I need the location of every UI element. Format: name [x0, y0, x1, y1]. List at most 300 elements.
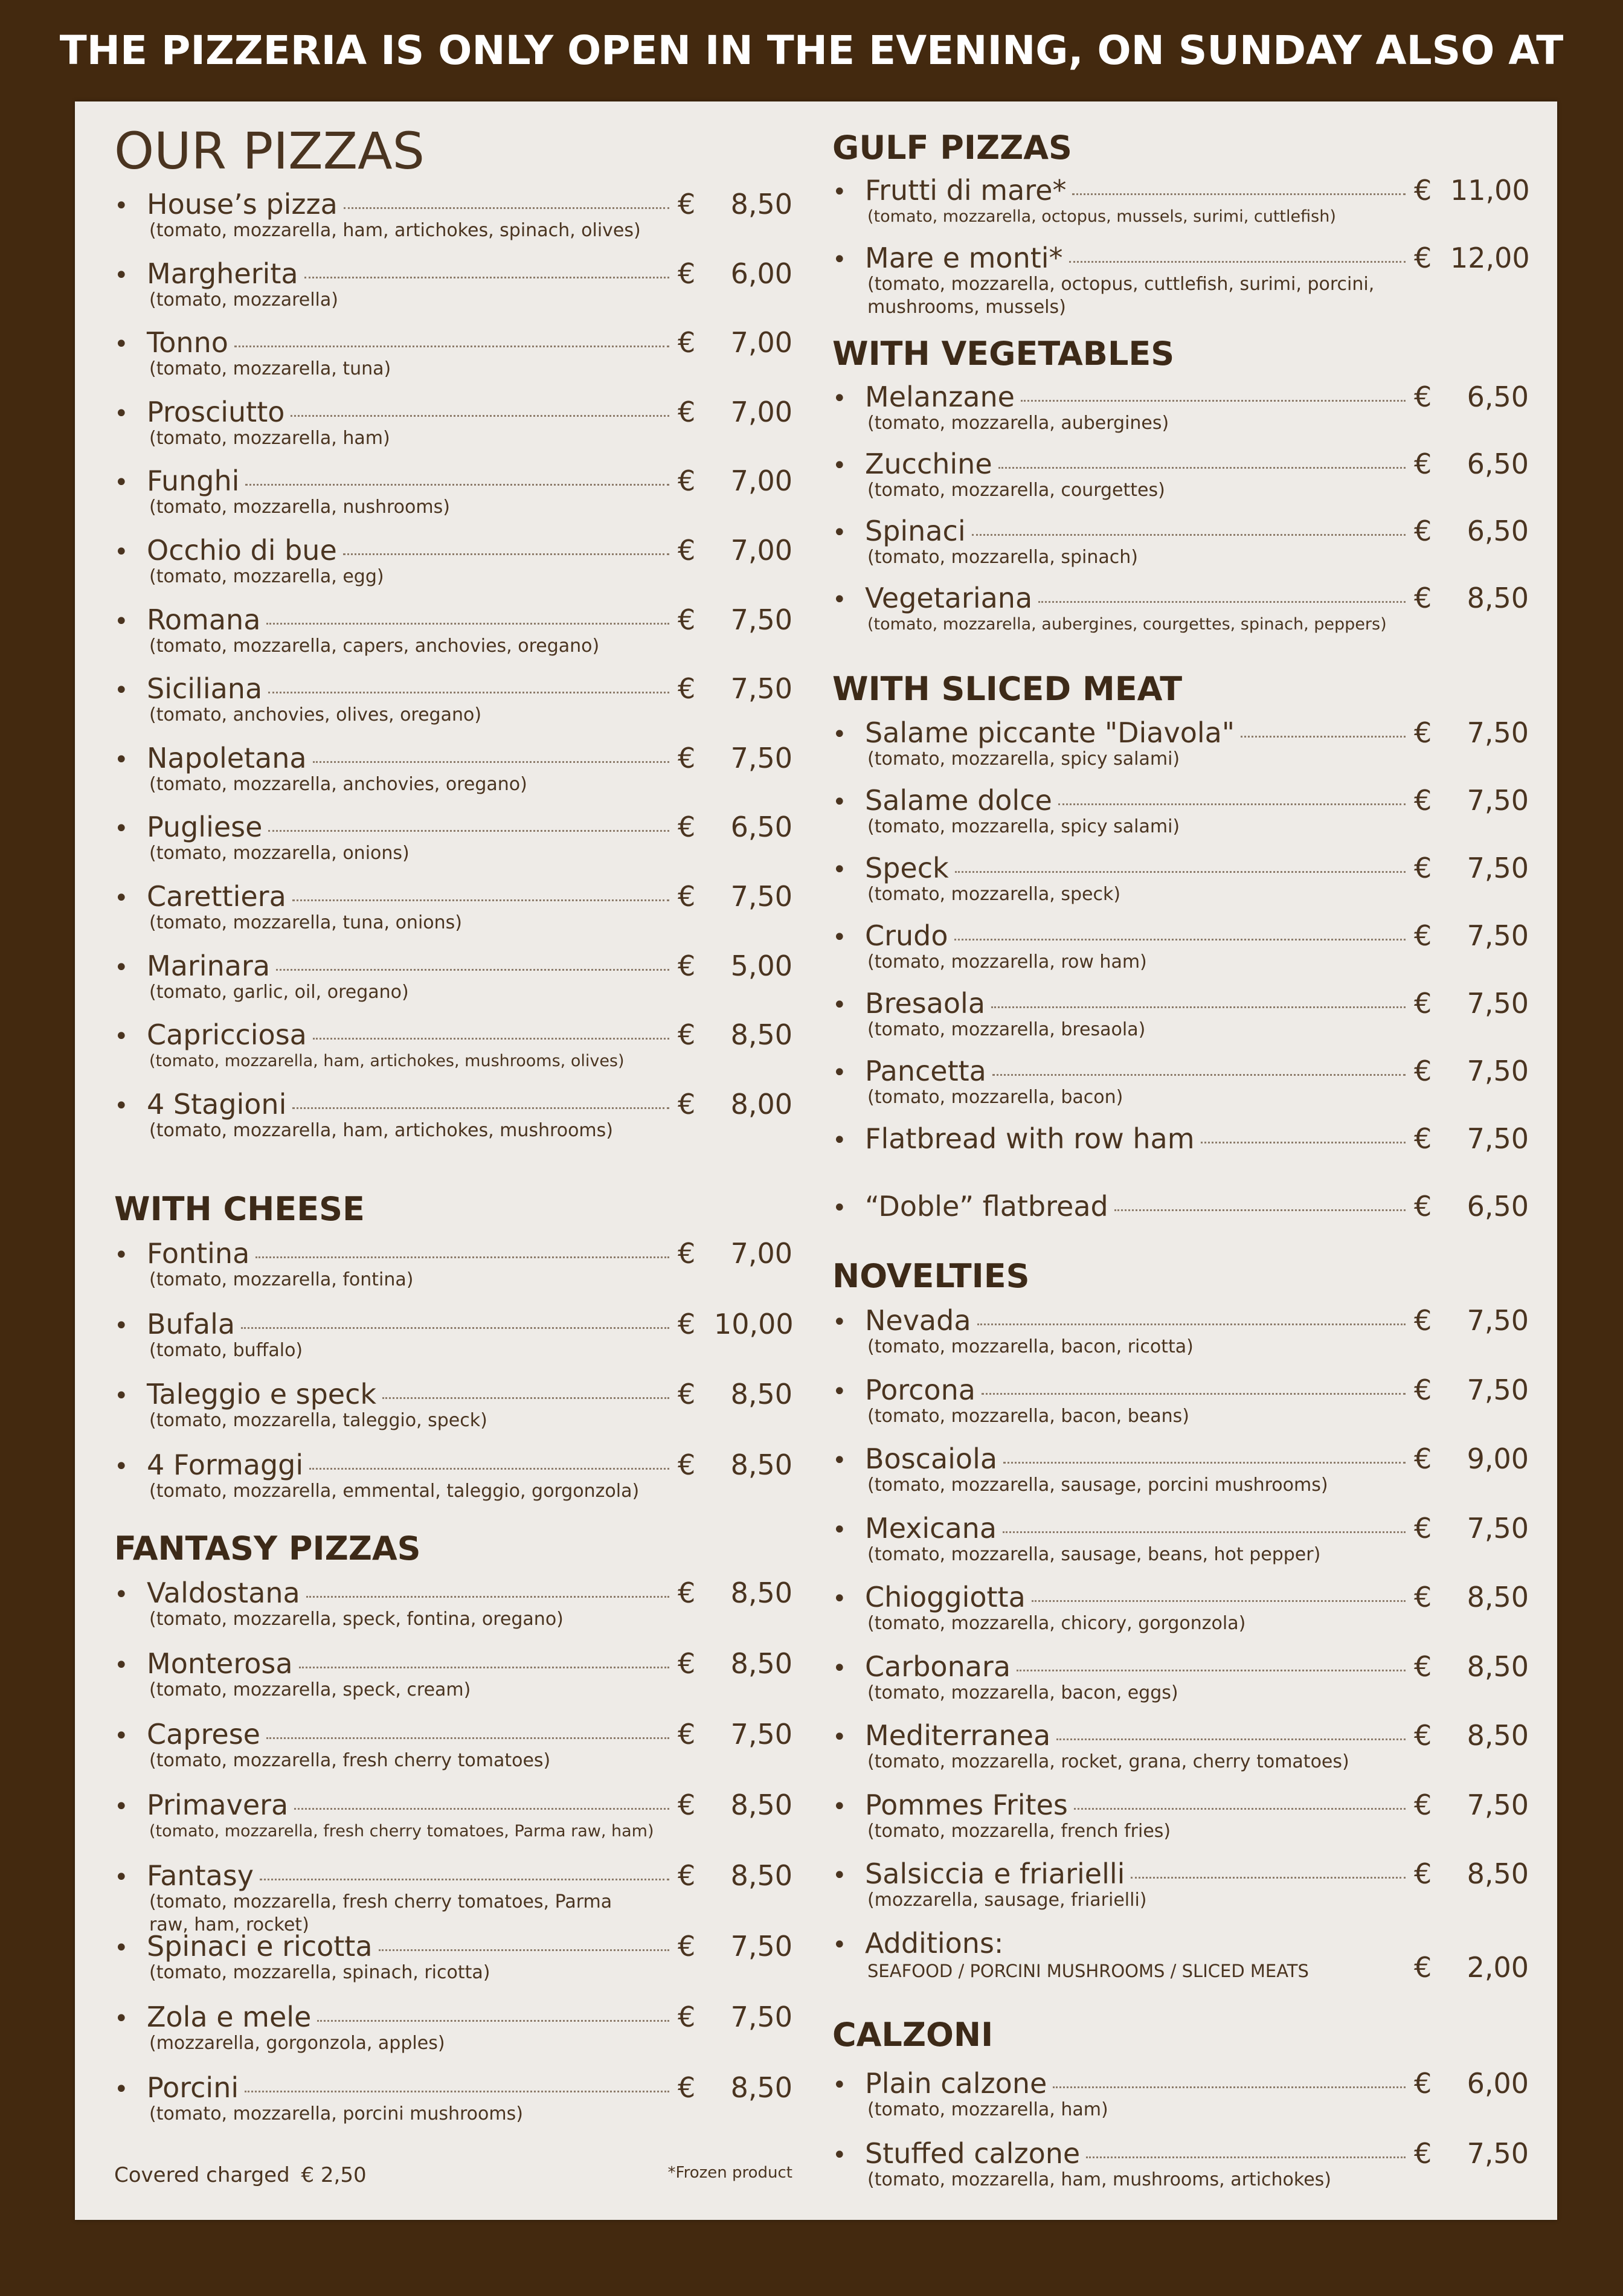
euro-symbol: €: [678, 2071, 696, 2104]
bullet-icon: •: [114, 1023, 129, 1050]
menu-item: [114, 812, 792, 865]
dot-leader: [306, 1578, 669, 1598]
bullet-icon: •: [832, 924, 847, 951]
euro-symbol: €: [678, 1718, 696, 1751]
bullet-icon: •: [114, 400, 129, 428]
cover-charge-price: € 2,50: [301, 2163, 367, 2187]
euro-symbol: €: [1414, 1055, 1432, 1087]
menu-item: [832, 2068, 1529, 2121]
dot-leader: [379, 1931, 669, 1951]
item-ingredients: (tomato, mozzarella, spicy salami): [867, 816, 1180, 837]
item-price: 7,00: [730, 1237, 792, 1270]
item-ingredients: (tomato, mozzarella, octopus, cuttlefish, surimi, porcini, mushrooms, mussels): [867, 274, 1375, 318]
euro-symbol: €: [1414, 1190, 1432, 1223]
item-name: Tonno: [147, 326, 228, 359]
euro-symbol: €: [678, 1378, 696, 1410]
item-name: Salame dolce: [865, 784, 1052, 817]
item-price: 7,50: [1467, 987, 1529, 1020]
item-ingredients: (tomato, mozzarella, taleggio, speck): [149, 1410, 487, 1431]
fantasy-pizzas-title: FANTASY PIZZAS: [114, 1529, 421, 1568]
item-name: House’s pizza: [147, 188, 338, 220]
item-name: Capricciosa: [147, 1018, 307, 1051]
menu-item: [832, 1191, 1529, 1221]
bullet-icon: •: [832, 1308, 847, 1336]
bullet-icon: •: [832, 1793, 847, 1821]
item-name: Salame piccante "Diavola": [865, 716, 1235, 749]
bullet-icon: •: [832, 1059, 847, 1087]
dot-leader: [343, 535, 669, 555]
euro-symbol: €: [678, 2001, 696, 2033]
euro-symbol: €: [678, 326, 696, 359]
item-price: 7,50: [1467, 1512, 1529, 1545]
bullet-icon: •: [832, 856, 847, 884]
menu-item: [114, 743, 792, 796]
dot-leader: [1058, 785, 1406, 805]
euro-symbol: €: [1414, 716, 1432, 749]
dot-leader: [294, 1790, 669, 1810]
item-price: 7,50: [730, 1718, 792, 1751]
menu-item: [832, 1859, 1529, 1912]
menu-item: [114, 397, 792, 450]
item-ingredients: (tomato, mozzarella, octopus, mussels, surimi, cuttlefish): [867, 207, 1336, 226]
menu-item: [832, 1056, 1529, 1109]
menu-item: [832, 1513, 1529, 1566]
item-name: Caprese: [147, 1718, 260, 1751]
bullet-icon: •: [832, 519, 847, 547]
menu-item: [832, 1305, 1529, 1359]
dot-leader: [1074, 1790, 1406, 1810]
cover-charge: [114, 2163, 367, 2187]
dot-leader: [1069, 243, 1406, 263]
bullet-icon: •: [832, 586, 847, 614]
item-price: 8,50: [730, 1647, 792, 1680]
menu-item: [114, 1860, 792, 1937]
item-name: 4 Formaggi: [147, 1449, 304, 1481]
item-ingredients: (tomato, mozzarella, aubergines): [867, 413, 1169, 434]
euro-symbol: €: [1414, 1789, 1432, 1821]
item-price: 12,00: [1450, 242, 1530, 274]
bullet-icon: •: [832, 178, 847, 206]
item-ingredients: (tomato, mozzarella, tuna): [149, 358, 391, 379]
bullet-icon: •: [114, 1382, 129, 1410]
bullet-icon: •: [114, 538, 129, 566]
euro-symbol: €: [678, 1449, 696, 1481]
menu-item: [114, 1578, 792, 1631]
menu-item: [114, 259, 792, 312]
euro-symbol: €: [1414, 1951, 1432, 1984]
item-price: 7,50: [730, 2001, 792, 2033]
item-name: Fantasy: [147, 1859, 254, 1892]
dot-leader: [1021, 382, 1406, 402]
menu-item: [832, 1651, 1529, 1705]
euro-symbol: €: [678, 257, 696, 290]
euro-symbol: €: [678, 950, 696, 982]
bullet-icon: •: [114, 1793, 129, 1821]
item-ingredients: (tomato, mozzarella, bacon, beans): [867, 1406, 1189, 1427]
item-ingredients: (tomato, mozzarella, ham): [149, 428, 390, 449]
bullet-icon: •: [114, 954, 129, 982]
menu-item: [832, 1582, 1529, 1635]
item-ingredients: (tomato, mozzarella): [149, 289, 338, 310]
dot-leader: [268, 674, 669, 693]
item-ingredients: (tomato, mozzarella, emmental, taleggio, gorgonzola): [149, 1481, 640, 1502]
dot-leader: [1003, 1444, 1406, 1464]
dot-leader: [1003, 1513, 1406, 1533]
bullet-icon: •: [114, 1581, 129, 1609]
item-price: 7,50: [1467, 1055, 1529, 1087]
gulf-pizzas-title: GULF PIZZAS: [832, 129, 1072, 167]
item-name: Flatbread with row ham: [865, 1122, 1195, 1155]
item-name: Prosciutto: [147, 396, 285, 428]
additions-label: Additions:: [865, 1927, 1004, 1960]
menu-item: [832, 243, 1529, 319]
menu-item: [832, 175, 1529, 228]
item-price: 5,00: [730, 950, 792, 982]
item-price: 7,50: [1467, 1122, 1529, 1155]
dot-leader: [1086, 2138, 1406, 2158]
item-name: Mexicana: [865, 1512, 997, 1545]
item-ingredients: (tomato, mozzarella, sausage, beans, hot pepper): [867, 1544, 1321, 1565]
item-name: Marinara: [147, 950, 271, 982]
menu-item: [832, 921, 1529, 974]
dot-leader: [313, 1020, 669, 1040]
menu-item: [114, 1931, 792, 1984]
euro-symbol: €: [678, 1859, 696, 1892]
menu-item: [114, 1719, 792, 1772]
item-name: Nevada: [865, 1304, 971, 1337]
item-price: 7,50: [1467, 1304, 1529, 1337]
euro-symbol: €: [678, 396, 696, 428]
bullet-icon: •: [832, 452, 847, 480]
item-ingredients: (tomato, mozzarella, tuna, onions): [149, 912, 462, 933]
dot-leader: [991, 988, 1406, 1008]
dot-leader: [1131, 1859, 1406, 1879]
item-price: 6,50: [1467, 381, 1529, 413]
bullet-icon: •: [114, 884, 129, 912]
item-ingredients: (tomato, mozzarella, french fries): [867, 1821, 1171, 1842]
item-price: 8,50: [730, 1449, 792, 1481]
euro-symbol: €: [678, 1088, 696, 1121]
item-name: Bufala: [147, 1308, 236, 1340]
item-name: Chioggiotta: [865, 1581, 1026, 1613]
bullet-icon: •: [832, 385, 847, 413]
item-price: 7,50: [1467, 919, 1529, 952]
item-price: 7,50: [730, 742, 792, 774]
bullet-icon: •: [832, 1585, 847, 1613]
menu-item: [114, 881, 792, 934]
menu-item: [114, 605, 792, 658]
item-price: 6,50: [1467, 1190, 1529, 1223]
item-name: Mare e monti*: [865, 242, 1063, 274]
euro-symbol: €: [1414, 242, 1432, 274]
item-price: 7,50: [730, 672, 792, 705]
item-ingredients: (tomato, mozzarella, spicy salami): [867, 748, 1180, 770]
bullet-icon: •: [832, 2141, 847, 2169]
item-name: Taleggio e speck: [147, 1378, 377, 1410]
menu-item: [114, 2073, 792, 2126]
dot-leader: [291, 397, 669, 417]
menu-item: [832, 1444, 1529, 1497]
item-name: “Doble” flatbread: [865, 1190, 1108, 1223]
bullet-icon: •: [832, 1127, 847, 1154]
bullet-icon: •: [114, 1863, 129, 1891]
menu-item: [114, 1238, 792, 1291]
item-price: 7,50: [730, 880, 792, 913]
dot-leader: [299, 1648, 669, 1668]
item-name: Napoletana: [147, 742, 307, 774]
item-name: Carettiera: [147, 880, 286, 913]
euro-symbol: €: [1414, 2137, 1432, 2170]
euro-symbol: €: [1414, 1304, 1432, 1337]
item-ingredients: (tomato, mozzarella, aubergines, courgettes, spinach, peppers): [867, 615, 1387, 634]
item-price: 8,50: [1467, 582, 1529, 614]
dot-leader: [309, 1450, 669, 1470]
dot-leader: [982, 1375, 1406, 1395]
item-ingredients: (tomato, mozzarella, ham, artichokes, mushrooms, olives): [149, 1052, 625, 1070]
item-ingredients: (tomato, mozzarella, bacon, eggs): [867, 1682, 1178, 1703]
item-name: Funghi: [147, 465, 240, 497]
menu-item: [114, 674, 792, 727]
item-name: Zucchine: [865, 448, 992, 480]
with-vegetables-title: WITH VEGETABLES: [832, 335, 1175, 373]
euro-symbol: €: [1414, 1650, 1432, 1683]
item-price: 7,50: [1467, 1374, 1529, 1406]
item-price: 6,50: [730, 811, 792, 843]
additions-item: [832, 1927, 1529, 1984]
menu-item: [832, 988, 1529, 1041]
dot-leader: [256, 1238, 669, 1258]
bullet-icon: •: [832, 1194, 847, 1222]
item-ingredients: (tomato, mozzarella, fresh cherry tomatoes): [149, 1750, 551, 1771]
menu-item: [832, 718, 1529, 771]
item-price: 6,00: [1467, 2067, 1529, 2100]
dot-leader: [234, 327, 669, 347]
item-ingredients: (tomato, mozzarella, capers, anchovies, oregano): [149, 635, 600, 657]
item-ingredients: (tomato, mozzarella, ham, artichokes, mushrooms): [149, 1120, 613, 1141]
item-name: Mediterranea: [865, 1719, 1051, 1752]
item-ingredients: (tomato, mozzarella, anchovies, oregano): [149, 774, 527, 795]
dot-leader: [998, 449, 1406, 469]
euro-symbol: €: [678, 811, 696, 843]
bullet-icon: •: [114, 677, 129, 704]
bullet-icon: •: [114, 1241, 129, 1269]
item-price: 8,50: [730, 1789, 792, 1821]
item-name: Pugliese: [147, 811, 263, 843]
euro-symbol: €: [1414, 515, 1432, 547]
dot-leader: [1201, 1124, 1406, 1143]
euro-symbol: €: [678, 1647, 696, 1680]
item-name: Fontina: [147, 1237, 250, 1270]
bullet-icon: •: [832, 1516, 847, 1544]
item-ingredients: (tomato, mozzarella, bacon, ricotta): [867, 1336, 1194, 1357]
item-ingredients: (tomato, mozzarella, bacon): [867, 1087, 1123, 1108]
dot-leader: [304, 259, 669, 278]
opening-hours-banner: THE PIZZERIA IS ONLY OPEN IN THE EVENING, ON SUNDAY ALSO AT: [59, 27, 1564, 74]
item-price: 7,00: [730, 326, 792, 359]
dot-leader: [1114, 1191, 1406, 1211]
bullet-icon: •: [832, 246, 847, 274]
item-name: Salsiccia e friarielli: [865, 1857, 1125, 1890]
item-price: 11,00: [1450, 174, 1530, 207]
item-name: Romana: [147, 603, 261, 636]
euro-symbol: €: [678, 188, 696, 220]
bullet-icon: •: [114, 1934, 129, 1962]
item-ingredients: (tomato, mozzarella, sausage, porcini mushrooms): [867, 1474, 1328, 1496]
our-pizzas-title: OUR PIZZAS: [114, 121, 425, 181]
bullet-icon: •: [114, 608, 129, 635]
item-ingredients: (tomato, garlic, oil, oregano): [149, 982, 409, 1003]
item-ingredients: (tomato, mozzarella, bresaola): [867, 1019, 1146, 1040]
dot-leader: [1017, 1651, 1406, 1671]
item-price: 8,50: [730, 1577, 792, 1609]
bullet-icon: •: [114, 262, 129, 289]
euro-symbol: €: [678, 534, 696, 567]
euro-symbol: €: [678, 1789, 696, 1821]
bullet-icon: •: [832, 991, 847, 1019]
item-name: Frutti di mare*: [865, 174, 1067, 207]
dot-leader: [344, 189, 669, 209]
item-price: 8,50: [730, 1018, 792, 1051]
menu-item: [114, 1309, 792, 1362]
dot-leader: [992, 1056, 1406, 1076]
euro-symbol: €: [1414, 174, 1432, 207]
dot-leader: [1053, 2068, 1406, 2088]
bullet-icon: •: [114, 1722, 129, 1750]
dot-leader: [382, 1379, 669, 1399]
item-price: 8,50: [730, 1378, 792, 1410]
dot-leader: [1072, 175, 1406, 195]
menu-item: [114, 1450, 792, 1503]
bullet-icon: •: [114, 1453, 129, 1481]
bullet-icon: •: [114, 1312, 129, 1340]
euro-symbol: €: [1414, 1857, 1432, 1890]
menu-item: [832, 583, 1529, 636]
dot-leader: [245, 2073, 669, 2092]
euro-symbol: €: [1414, 381, 1432, 413]
item-price: 8,50: [730, 1859, 792, 1892]
item-name: Occhio di bue: [147, 534, 337, 567]
euro-symbol: €: [678, 1577, 696, 1609]
item-ingredients: (tomato, mozzarella, ham, artichokes, spinach, olives): [149, 220, 641, 241]
menu-item: [114, 1648, 792, 1702]
item-price: 7,50: [1467, 852, 1529, 884]
item-ingredients: (tomato, mozzarella, fresh cherry tomatoes, Parma raw, ham): [149, 1822, 654, 1841]
item-price: 7,50: [1467, 784, 1529, 817]
menu-item: [832, 1375, 1529, 1428]
dot-leader: [292, 1089, 669, 1109]
item-ingredients: (tomato, mozzarella, onions): [149, 843, 410, 864]
dot-leader: [954, 921, 1406, 941]
item-price: 7,50: [1467, 2137, 1529, 2170]
dot-leader: [1241, 718, 1406, 738]
item-ingredients: (tomato, mozzarella, chicory, gorgonzola): [867, 1613, 1246, 1634]
frozen-product-note: *Frozen product: [667, 2164, 792, 2182]
bullet-icon: •: [114, 330, 129, 358]
item-name: Valdostana: [147, 1577, 300, 1609]
bullet-icon: •: [114, 2076, 129, 2103]
item-ingredients: (tomato, mozzarella, egg): [149, 566, 384, 587]
item-price: 7,50: [730, 603, 792, 636]
euro-symbol: €: [678, 742, 696, 774]
item-price: 8,00: [730, 1088, 792, 1121]
item-ingredients: (tomato, mozzarella, fresh cherry tomatoes, Parma raw, ham, rocket): [149, 1891, 612, 1935]
bullet-icon: •: [832, 1862, 847, 1889]
bullet-icon: •: [832, 1723, 847, 1751]
euro-symbol: €: [1414, 582, 1432, 614]
with-cheese-title: WITH CHEESE: [114, 1190, 365, 1228]
dot-leader: [313, 743, 669, 763]
bullet-icon: •: [832, 788, 847, 816]
item-ingredients: (tomato, mozzarella, spinach): [867, 547, 1138, 568]
item-price: 8,50: [1467, 1857, 1529, 1890]
euro-symbol: €: [1414, 448, 1432, 480]
cover-charge-label: Covered charged: [114, 2163, 290, 2187]
menu-item: [114, 466, 792, 519]
euro-symbol: €: [1414, 1122, 1432, 1155]
item-name: Plain calzone: [865, 2067, 1047, 2100]
menu-item: [832, 785, 1529, 838]
item-name: Spinaci: [865, 515, 966, 547]
item-name: Pancetta: [865, 1055, 986, 1087]
item-price: 8,50: [1467, 1719, 1529, 1752]
menu-item: [832, 2138, 1529, 2191]
additions-price: 2,00: [1467, 1951, 1529, 1984]
dot-leader: [972, 516, 1406, 536]
item-price: 7,00: [730, 465, 792, 497]
menu-item: [114, 327, 792, 381]
euro-symbol: €: [678, 1018, 696, 1051]
euro-symbol: €: [1414, 2067, 1432, 2100]
item-name: Bresaola: [865, 987, 986, 1020]
item-name: Porcini: [147, 2071, 239, 2104]
menu-item: [832, 853, 1529, 906]
menu-item: [114, 2002, 792, 2055]
item-price: 7,50: [1467, 1789, 1529, 1821]
item-name: Margherita: [147, 257, 298, 290]
item-ingredients: (tomato, mozzarella, fontina): [149, 1269, 414, 1290]
item-ingredients: (tomato, mozzarella, speck, cream): [149, 1679, 471, 1700]
dot-leader: [977, 1305, 1406, 1325]
menu-item: [114, 951, 792, 1004]
euro-symbol: €: [1414, 784, 1432, 817]
menu-item: [114, 1020, 792, 1073]
bullet-icon: •: [114, 192, 129, 220]
item-name: Monterosa: [147, 1647, 293, 1680]
item-ingredients: (tomato, anchovies, olives, oregano): [149, 704, 482, 725]
bullet-icon: •: [114, 469, 129, 497]
euro-symbol: €: [678, 1237, 696, 1270]
item-name: Pommes Frites: [865, 1789, 1068, 1821]
dot-leader: [955, 853, 1406, 873]
bullet-icon: •: [832, 1378, 847, 1406]
dot-leader: [1056, 1720, 1406, 1740]
item-name: Boscaiola: [865, 1442, 998, 1475]
euro-symbol: €: [678, 1308, 696, 1340]
item-name: Porcona: [865, 1374, 975, 1406]
dot-leader: [245, 466, 669, 486]
item-price: 8,50: [1467, 1581, 1529, 1613]
euro-symbol: €: [1414, 1719, 1432, 1752]
item-name: Stuffed calzone: [865, 2137, 1081, 2170]
bullet-icon: •: [832, 1447, 847, 1474]
item-ingredients: (tomato, mozzarella, courgettes): [867, 480, 1165, 501]
bullet-icon: •: [832, 1654, 847, 1682]
euro-symbol: €: [678, 672, 696, 705]
menu-item: [114, 1089, 792, 1142]
item-price: 8,50: [1467, 1650, 1529, 1683]
with-sliced-meat-title: WITH SLICED MEAT: [832, 670, 1183, 708]
item-ingredients: (tomato, mozzarella, ham, mushrooms, artichokes): [867, 2169, 1331, 2190]
